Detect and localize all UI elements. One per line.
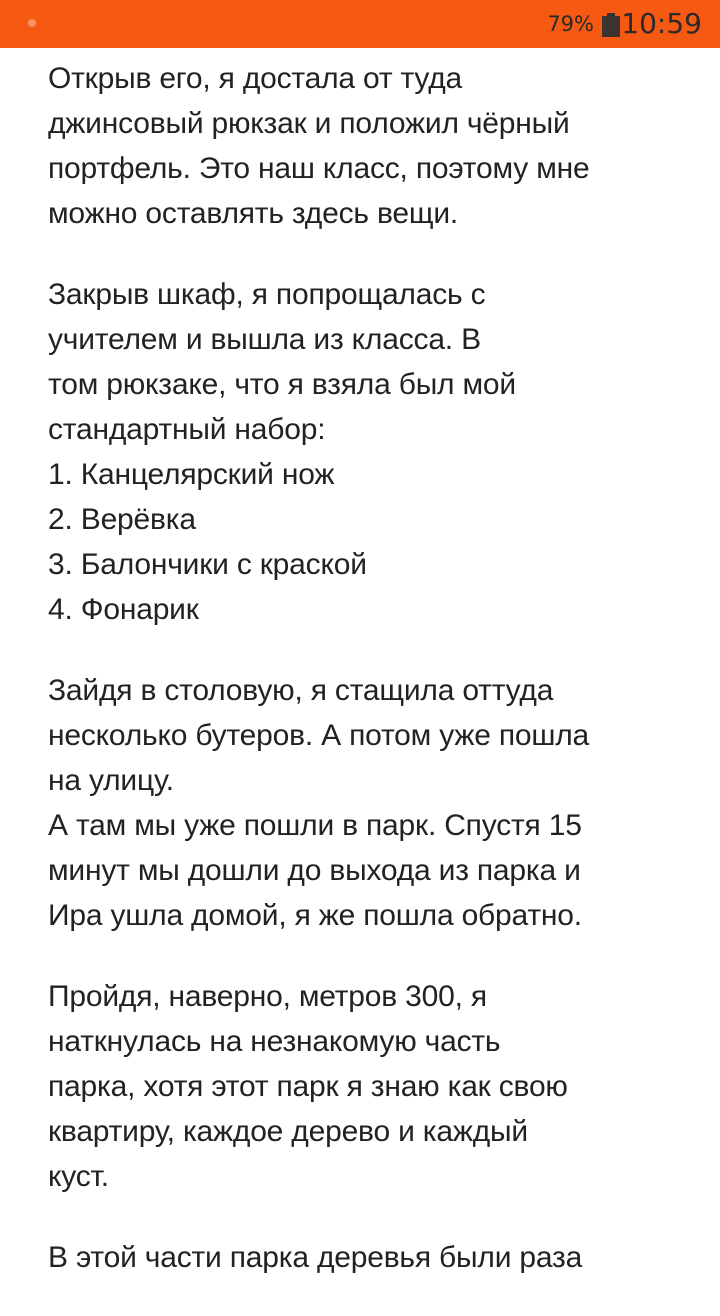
- notification-dot-icon: [28, 19, 36, 27]
- paragraph: [48, 974, 688, 1199]
- text-line: можно оставлять здесь вещи.: [48, 197, 459, 230]
- text-line: Закрыв шкаф, я попрощалась с: [48, 278, 486, 311]
- status-bar: [0, 0, 720, 48]
- paragraph: [48, 272, 688, 632]
- text-line: А там мы уже пошли в парк. Спустя 15: [48, 809, 582, 842]
- battery-percent: 79%: [547, 12, 594, 36]
- text-line: Ира ушла домой, я же пошла обратно.: [48, 899, 582, 932]
- list-item: 4. Фонарик: [48, 593, 199, 626]
- paragraph: [48, 1235, 688, 1280]
- article-body: [48, 56, 688, 1316]
- text-line: джинсовый рюкзак и положил чёрный: [48, 107, 570, 140]
- text-line: стандартный набор:: [48, 413, 326, 446]
- text-line: В этой части парка деревья были раза: [48, 1241, 583, 1274]
- text-line: несколько бутеров. А потом уже пошла: [48, 719, 590, 752]
- text-line: куст.: [48, 1160, 109, 1193]
- status-time: 10:59: [621, 7, 702, 40]
- text-line: Открыв его, я достала от туда: [48, 62, 462, 95]
- text-line: том рюкзаке, что я взяла был мой: [48, 368, 516, 401]
- list-item: 3. Балончики с краской: [48, 548, 367, 581]
- text-line: парка, хотя этот парк я знаю как свою: [48, 1070, 568, 1103]
- text-line: квартиру, каждое дерево и каждый: [48, 1115, 528, 1148]
- text-line: минут мы дошли до выхода из парка и: [48, 854, 581, 887]
- text-line: наткнулась на незнакомую часть: [48, 1025, 501, 1058]
- text-line: Зайдя в столовую, я стащила оттуда: [48, 674, 554, 707]
- battery-icon: [602, 13, 620, 37]
- list-item: 1. Канцелярский нож: [48, 458, 335, 491]
- text-line: Пройдя, наверно, метров 300, я: [48, 980, 487, 1013]
- paragraph: [48, 56, 688, 236]
- text-line: на улицу.: [48, 764, 174, 797]
- text-line: учителем и вышла из класса. В: [48, 323, 481, 356]
- text-line: портфель. Это наш класс, поэтому мне: [48, 152, 590, 185]
- list-item: 2. Верёвка: [48, 503, 196, 536]
- paragraph: [48, 668, 688, 938]
